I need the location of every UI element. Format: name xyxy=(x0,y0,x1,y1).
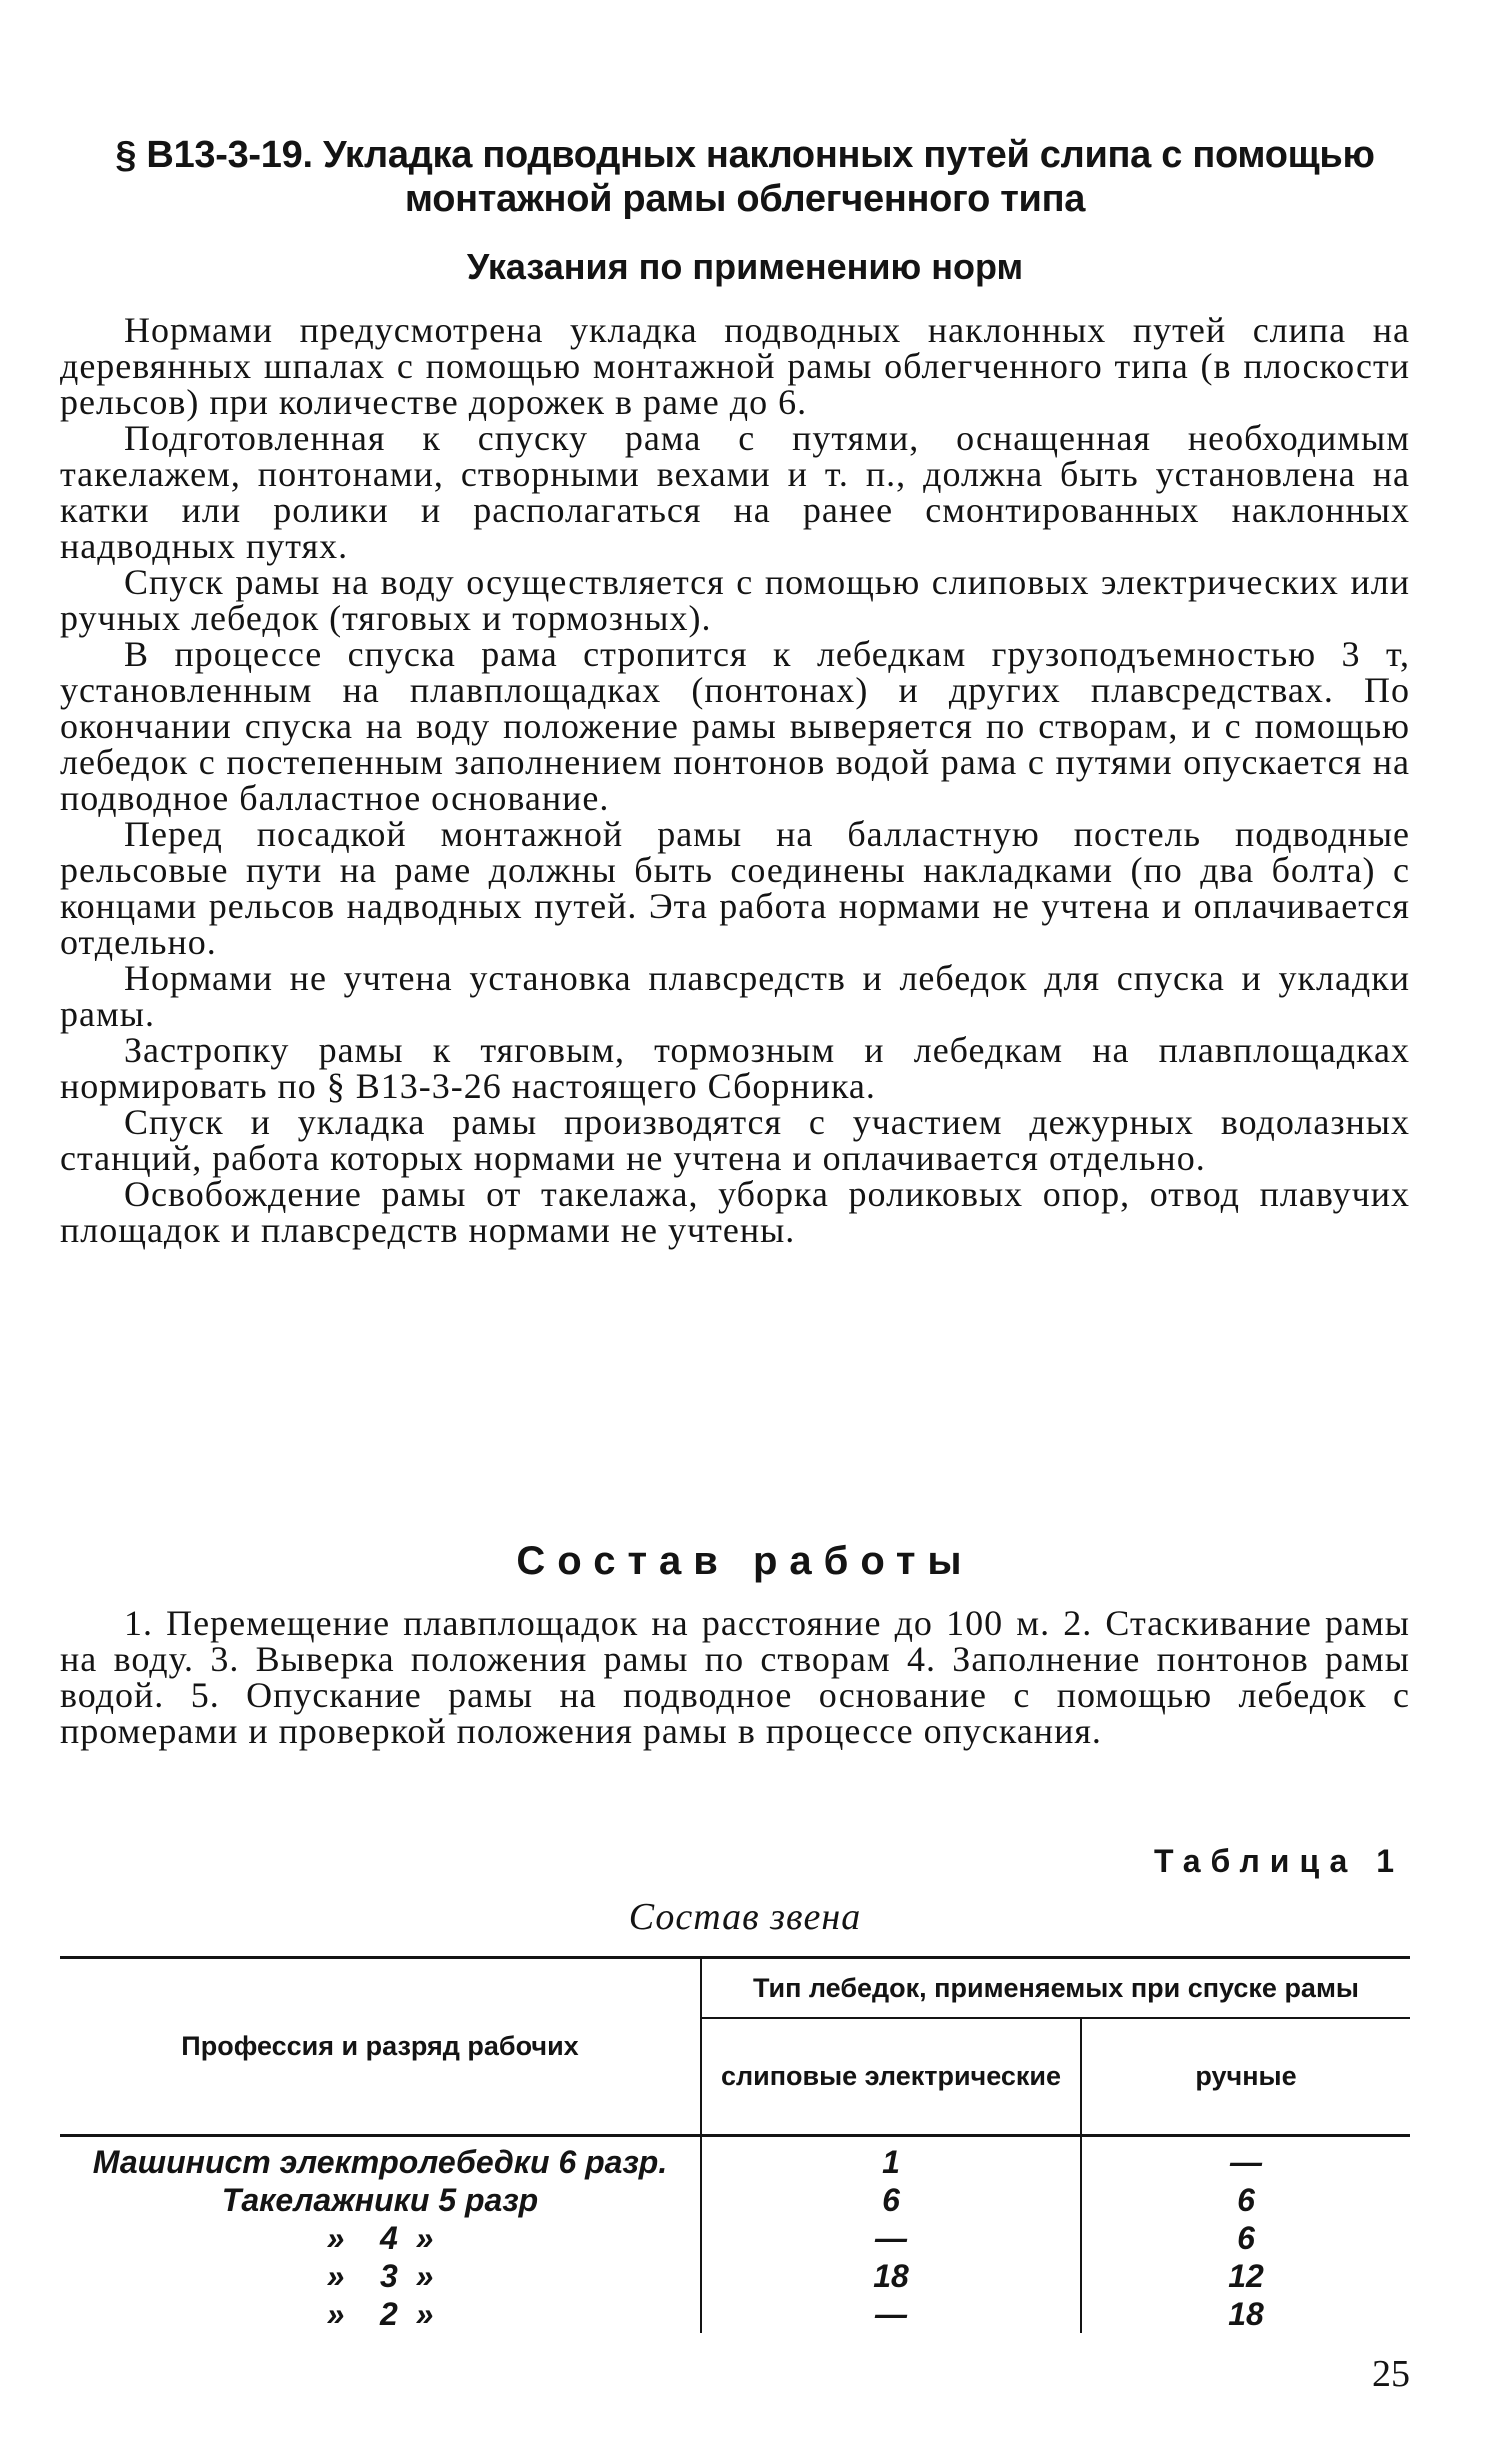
table-row xyxy=(60,2181,1410,2219)
header-electric: слиповые электрические xyxy=(720,2061,1062,2091)
guidelines-body xyxy=(60,312,1410,1248)
cell-profession: » 2 » xyxy=(326,2296,434,2332)
cell-electric: 1 xyxy=(882,2144,900,2180)
section-title-line-1: § В13-3-19. Укладка подводных наклонных путей слипа с помощью xyxy=(115,134,1375,176)
paragraph: Застропку рамы к тяговым, тормозным и лебедкам на плавплощадках нормировать по § В13-3-26 настоящего Сборника. xyxy=(60,1030,1410,1106)
paragraph: В процессе спуска рама стропится к лебедкам грузоподъемностью 3 т, установленным на плавплощадках (понтонах) и других плавсредствах. По окончании спуска на воду положение рамы выверяется по створам, и с помощью лебедок с постепенным заполнением понтонов водой рама с путями опускается на подводное балластное основание. xyxy=(60,634,1410,818)
cell-profession: Машинист электролебедки 6 разр. xyxy=(92,2144,668,2180)
table-label: Таблица 1 xyxy=(1153,1843,1404,1879)
cell-manual: 6 xyxy=(1237,2182,1255,2218)
cell-manual: 18 xyxy=(1228,2296,1264,2332)
table-row xyxy=(60,2257,1410,2295)
paragraph: Освобождение рамы от такелажа, уборка роликовых опор, отвод плавучих площадок и плавсредств нормами не учтены. xyxy=(60,1174,1410,1250)
header-manual: ручные xyxy=(1195,2061,1297,2091)
cell-manual: 6 xyxy=(1237,2220,1255,2256)
section-title-line-2: монтажной рамы облегченного типа xyxy=(404,178,1086,220)
header-profession: Профессия и разряд рабочих xyxy=(181,2031,579,2061)
cell-profession: Такелажники 5 разр xyxy=(221,2182,539,2218)
header-winch-type: Тип лебедок, применяемых при спуске рамы xyxy=(702,1959,1410,2019)
table-row xyxy=(60,2219,1410,2257)
table-body xyxy=(60,2137,1410,2333)
cell-manual: 12 xyxy=(1228,2258,1264,2294)
cell-profession: » 3 » xyxy=(326,2258,434,2294)
table-row xyxy=(60,2295,1410,2333)
table-row xyxy=(60,2143,1410,2181)
section-title xyxy=(60,133,1430,221)
cell-electric: — xyxy=(875,2220,907,2256)
cell-profession: » 4 » xyxy=(326,2220,434,2256)
cell-electric: 18 xyxy=(873,2258,909,2294)
composition-paragraph: 1. Перемещение плавплощадок на расстояние до 100 м. 2. Стаскивание рамы на воду. 3. Выверка положения рамы по створам 4. Заполнение понтонов рамы водой. 5. Опускание рамы на подводное основание с помощью лебедок с промерами и проверкой положения рамы в процессе опускания. xyxy=(60,1603,1410,1751)
cell-manual: — xyxy=(1230,2144,1262,2180)
page-number: 25 xyxy=(1372,2353,1410,2395)
table-header xyxy=(60,1956,1410,2137)
paragraph: Подготовленная к спуску рама с путями, оснащенная необходимым такелажем, понтонами, створными вехами и т. п., должна быть установлена на катки или ролики и располагаться на ранее смонтированных наклонных надводных путях. xyxy=(60,418,1410,566)
composition-body xyxy=(60,1605,1410,1749)
paragraph: Перед посадкой монтажной рамы на балластную постель подводные рельсовые пути на раме должны быть соединены накладками (по два болта) с концами рельсов надводных путей. Эта работа нормами не учтена и оплачивается отдельно. xyxy=(60,814,1410,962)
paragraph: Спуск и укладка рамы производятся с участием дежурных водолазных станций, работа которых нормами не учтена и оплачивается отдельно. xyxy=(60,1102,1410,1178)
cell-electric: — xyxy=(875,2296,907,2332)
composition-heading: Состав работы xyxy=(516,1539,974,1583)
paragraph: Спуск рамы на воду осуществляется с помощью слиповых электрических или ручных лебедок (тяговых и тормозных). xyxy=(60,562,1410,638)
paragraph: Нормами предусмотрена укладка подводных наклонных путей слипа на деревянных шпалах с помощью монтажной рамы облегченного типа (в плоскости рельсов) при количестве дорожек в раме до 6. xyxy=(60,310,1410,422)
table-caption: Состав звена xyxy=(628,1896,862,1938)
crew-table xyxy=(60,1956,1410,2333)
guidelines-heading: Указания по применению норм xyxy=(466,246,1024,287)
cell-electric: 6 xyxy=(882,2182,900,2218)
paragraph: Нормами не учтена установка плавсредств и лебедок для спуска и укладки рамы. xyxy=(60,958,1410,1034)
